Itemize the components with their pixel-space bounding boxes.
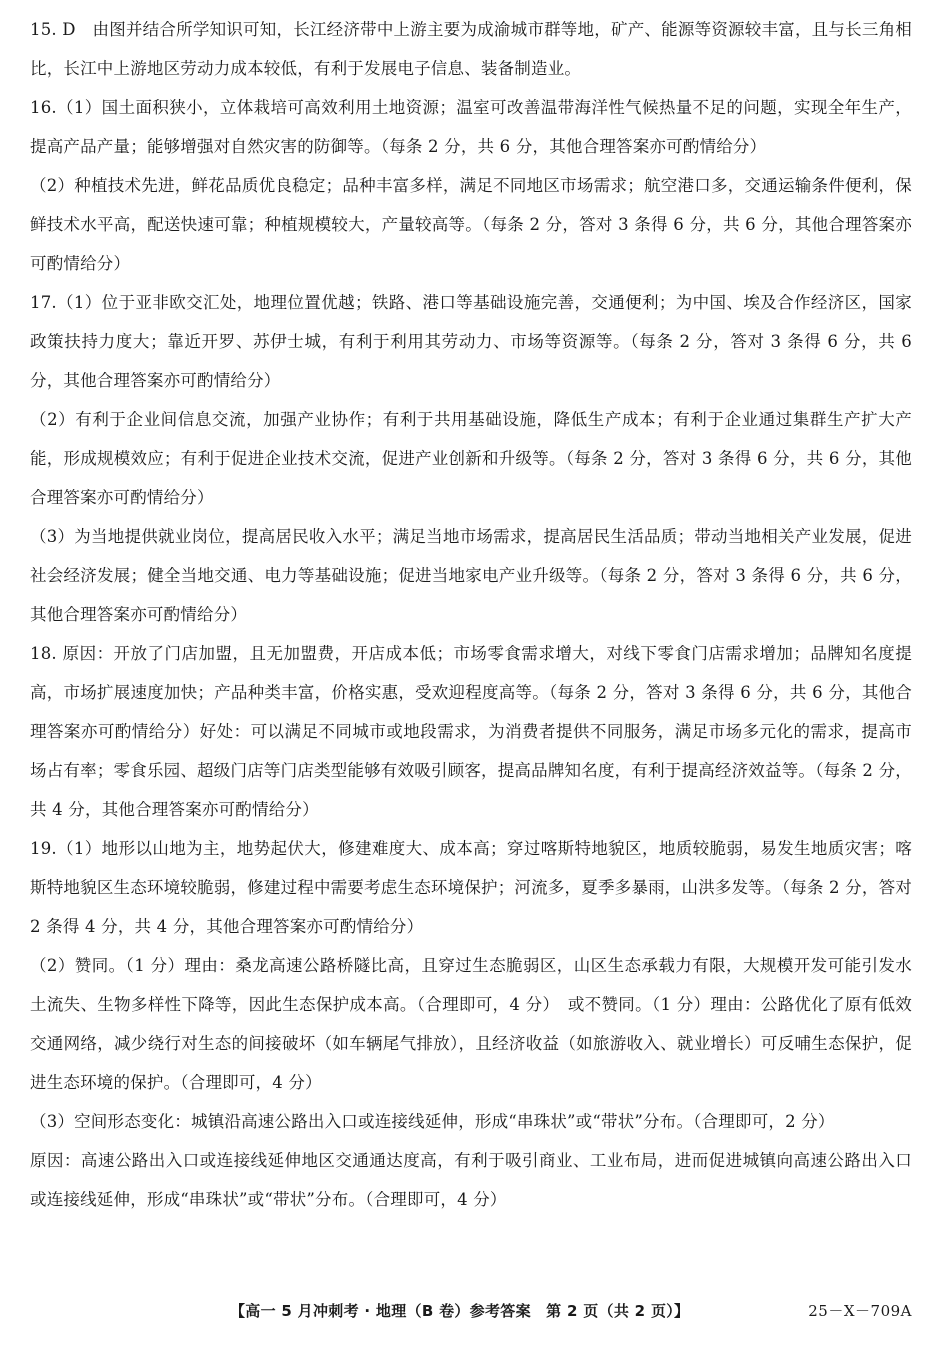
answer-q17-part2: （2）有利于企业间信息交流，加强产业协作；有利于共用基础设施，降低生产成本；有利于企业通过集群生产扩大产能，形成规模效应；有利于促进企业技术交流，促进产业创新和升级等。（每条 2 分，答对 3 条得 6 分，共 6 分，其他合理答案亦可酌情给分） [30, 410, 912, 507]
page-footer [0, 1296, 950, 1326]
answer-q19-part1: 19.（1）地形以山地为主，地势起伏大，修建难度大、成本高；穿过喀斯特地貌区，地质较脆弱，易发生地质灾害；喀斯特地貌区生态环境较脆弱，修建过程中需要考虑生态环境保护；河流多，夏季多暴雨，山洪多发等。（每条 2 分，答对 2 条得 4 分，共 4 分，其他合理答案亦可酌情给分） [30, 839, 912, 936]
answer-q19-part3-reason: 原因：高速公路出入口或连接线延伸地区交通通达度高，有利于吸引商业、工业布局，进而促进城镇向高速公路出入口或连接线延伸，形成“串珠状”或“带状”分布。（合理即可，4 分） [30, 1151, 912, 1209]
footer-title: 【高一 5 月冲刺考 · 地理（B 卷）参考答案 第 2 页（共 2 页）】 [230, 1302, 690, 1320]
answer-q15: 15. D 由图并结合所学知识可知，长江经济带中上游主要为成渝城市群等地，矿产、能源等资源较丰富，且与长三角相比，长江中上游地区劳动力成本较低，有利于发展电子信息、装备制造业。 [30, 20, 912, 78]
answer-q19-part2: （2）赞同。（1 分）理由：桑龙高速公路桥隧比高，且穿过生态脆弱区，山区生态承载力有限，大规模开发可能引发水土流失、生物多样性下降等，因此生态保护成本高。（合理即可，4 分） 或不赞同。（1 分）理由：公路优化了原有低效交通网络，减少绕行对生态的间接破坏（如车辆尾气排放），且经济收益（如旅游收入、就业增长）可反哺生态保护，促进生态环境的保护。（合理即可，4 分） [30, 956, 912, 1092]
answer-q16-part1: 16.（1）国土面积狭小，立体栽培可高效利用土地资源；温室可改善温带海洋性气候热量不足的问题，实现全年生产，提高产品产量；能够增强对自然灾害的防御等。（每条 2 分，共 6 分，其他合理答案亦可酌情给分） [30, 98, 912, 156]
answer-q17-part1: 17.（1）位于亚非欧交汇处，地理位置优越；铁路、港口等基础设施完善，交通便利；为中国、埃及合作经济区，国家政策扶持力度大；靠近开罗、苏伊士城，有利于利用其劳动力、市场等资源等。（每条 2 分，答对 3 条得 6 分，共 6 分，其他合理答案亦可酌情给分） [30, 293, 912, 390]
answer-q19-part3-change: （3）空间形态变化：城镇沿高速公路出入口或连接线延伸，形成“串珠状”或“带状”分布。（合理即可，2 分） [30, 1112, 835, 1131]
answer-q17-part3: （3）为当地提供就业岗位，提高居民收入水平；满足当地市场需求，提高居民生活品质；带动当地相关产业发展，促进社会经济发展；健全当地交通、电力等基础设施；促进当地家电产业升级等。（每条 2 分，答对 3 条得 6 分，共 6 分，其他合理答案亦可酌情给分） [30, 527, 912, 624]
answer-q16-part2: （2）种植技术先进，鲜花品质优良稳定；品种丰富多样，满足不同地区市场需求；航空港口多，交通运输条件便利，保鲜技术水平高，配送快速可靠；种植规模较大，产量较高等。（每条 2 分，答对 3 条得 6 分，共 6 分，其他合理答案亦可酌情给分） [30, 176, 912, 273]
answer-q18: 18. 原因：开放了门店加盟，且无加盟费，开店成本低；市场零食需求增大，对线下零食门店需求增加；品牌知名度提高，市场扩展速度加快；产品种类丰富，价格实惠，受欢迎程度高等。（每条 2 分，答对 3 条得 6 分，共 6 分，其他合理答案亦可酌情给分）好处：可以满足不同城市或地段需求，为消费者提供不同服务，满足市场多元化的需求，提高市场占有率；零食乐园、超级门店等门店类型能够有效吸引顾客，提高品牌知名度，有利于提高经济效益等。（每条 2 分，共 4 分，其他合理答案亦可酌情给分） [30, 644, 912, 819]
footer-code: 25－X－709A [808, 1302, 912, 1320]
answer-content [30, 10, 912, 1219]
